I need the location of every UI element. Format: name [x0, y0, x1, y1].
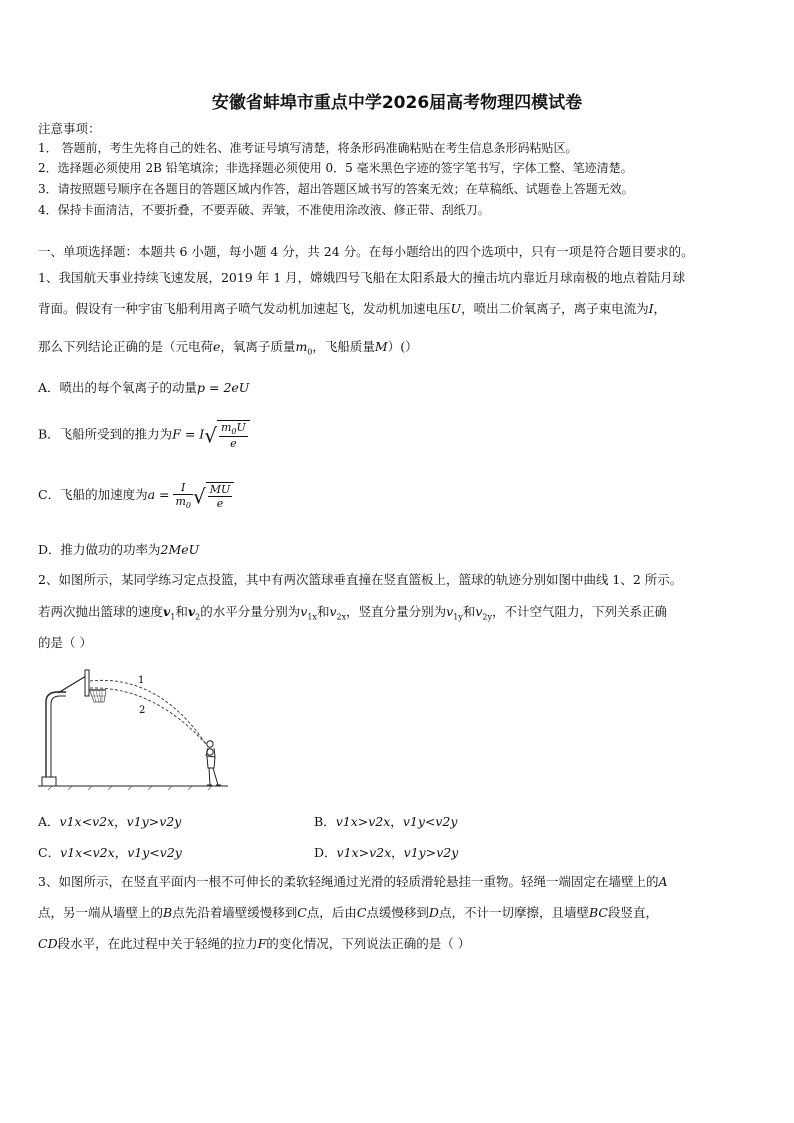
q2-option-a[interactable]: A．v1x<v2x，v1y>v2y	[38, 814, 182, 829]
q1-option-b[interactable]	[38, 420, 250, 450]
q2-text: 的水平分量分别为	[200, 604, 301, 619]
option-relation: v1x<v2x	[60, 845, 115, 860]
denominator: m	[175, 495, 186, 508]
q1-text: ，	[653, 301, 667, 316]
formula: 2MeU	[160, 542, 200, 557]
question-2-line-1: 2、如图所示，某同学练习定点投篮，其中有两次篮球垂直撞在竖直篮板上，篮球的轨迹分别如图中曲线 1、2 所示。	[38, 572, 683, 587]
point-B: B	[163, 905, 173, 920]
sqrt: √ $\frac{MU}{e}$	[193, 482, 234, 510]
q1-text: ，氧离子质量	[220, 339, 296, 354]
symbol-v: v	[475, 604, 483, 619]
q1-text: 那么下列结论正确的是（元电荷	[38, 339, 214, 354]
q1-text: 背面。假设有一种宇宙飞船利用离子喷气发动机加速起飞，发动机加速电压	[38, 301, 451, 316]
trajectory-1	[90, 680, 206, 744]
q2-option-c[interactable]: C．v1x<v2x，v1y<v2y	[38, 845, 182, 860]
q2-text: 和	[462, 604, 476, 619]
option-label: A．	[38, 814, 60, 829]
note-item-1: 1． 答题前，考生先将自己的姓名、准考证号填写清楚，将条形码准确粘贴在考生信息条形码粘贴区。	[38, 141, 578, 155]
option-relation: v1y>v2y	[403, 845, 459, 860]
point-C: C	[297, 905, 307, 920]
subscript: 0	[185, 501, 191, 511]
q2-text: 和	[316, 604, 330, 619]
formula: p = 2eU	[197, 380, 250, 395]
subscript: 1x	[307, 612, 317, 622]
numerator: MU	[209, 482, 231, 496]
subscript: 0	[307, 347, 313, 357]
section-heading: 一、单项选择题：本题共 6 小题，每小题 4 分，共 24 分。在每小题给出的四个选项中，只有一项是符合题目要求的。	[38, 244, 694, 259]
symbol-v: v	[187, 604, 196, 619]
force-F: F	[257, 936, 267, 951]
trajectory-2	[90, 688, 206, 744]
option-label: B．	[314, 814, 336, 829]
question-1-line-2	[38, 300, 768, 318]
subscript: 0	[231, 427, 237, 437]
note-item-3: 3．请按照题号顺序在各题目的答题区域内作答，超出答题区域书写的答案无效；在草稿纸、试题卷上答题无效。	[38, 182, 634, 196]
q3-text: 点缓慢移到	[366, 905, 429, 920]
question-2-line-3: 的是（ ）	[38, 635, 92, 650]
curve-label-1: 1	[138, 675, 145, 686]
formula: F = I	[172, 426, 205, 442]
note-item-4: 4．保持卡面清洁，不要折叠，不要弄破、弄皱，不准使用涂改液、修正带、刮纸刀。	[38, 203, 490, 217]
option-label: C．	[38, 845, 61, 860]
q3-text: 段水平，在此过程中关于轻绳的拉力	[57, 936, 258, 951]
symbol-v: v	[163, 604, 171, 619]
symbol-v: v	[329, 604, 337, 619]
page-title: 安徽省蚌埠市重点中学2026届高考物理四模试卷	[211, 93, 583, 113]
q2-option-d[interactable]: D．v1x>v2x，v1y>v2y	[314, 845, 459, 860]
subscript: 2	[195, 612, 201, 622]
denominator: e	[216, 496, 224, 510]
numerator-tail: U	[236, 421, 246, 434]
numerator: I	[173, 481, 193, 495]
point-D: D	[428, 905, 439, 920]
q2-text: ，竖直分量分别为	[346, 604, 447, 619]
symbol-m: m	[295, 339, 308, 354]
subscript: 1	[170, 612, 176, 622]
option-text: B．飞船所受到的推力为	[38, 426, 173, 442]
symbol-M: M	[374, 339, 388, 354]
symbol-v: v	[300, 604, 308, 619]
q1-text: ，飞船质量	[312, 339, 375, 354]
q2-text: 和	[175, 604, 188, 619]
point-A: A	[658, 874, 668, 889]
fraction	[173, 481, 193, 510]
q2-text: ，不计空气阻力，下列关系正确	[492, 604, 668, 619]
symbol-v: v	[446, 604, 454, 619]
option-relation: v1x>v2x	[336, 845, 392, 860]
option-text: D．推力做功的功率为	[38, 542, 161, 557]
question-3-line-3	[38, 935, 768, 953]
q1-option-a[interactable]	[38, 378, 249, 396]
option-relation: v1x>v2x	[335, 814, 391, 829]
option-relation: v1y<v2y	[402, 814, 458, 829]
subscript: 2x	[336, 612, 347, 622]
point-C: C	[356, 905, 367, 920]
symbol-U: U	[450, 301, 462, 316]
segment-CD: CD	[38, 936, 58, 951]
q1-option-d[interactable]	[38, 540, 199, 558]
denominator: e	[230, 437, 237, 451]
q3-text: 点，后由	[306, 905, 357, 920]
option-relation: v1y<v2y	[127, 845, 182, 860]
symbol-I: I	[648, 301, 654, 316]
q3-text: 点先沿着墙壁缓慢移到	[172, 905, 298, 920]
option-relation: v1y>v2y	[126, 814, 182, 829]
basketball-figure	[38, 664, 238, 794]
notes-heading: 注意事项：	[38, 121, 101, 136]
q3-text: 3、如图所示，在竖直平面内一根不可伸长的柔软轻绳通过光滑的轻质滑轮悬挂一重物。轻绳一端固定在墙壁上的	[38, 874, 659, 889]
q2-text: 若两次抛出篮球的速度	[38, 604, 164, 619]
q2-option-b[interactable]: B．v1x>v2x，v1y<v2y	[314, 814, 458, 829]
q3-text: 段竖直，	[607, 905, 658, 920]
question-2-line-2	[38, 603, 768, 627]
q1-option-c[interactable]	[38, 481, 234, 510]
option-relation: v1x<v2x	[59, 814, 115, 829]
question-3-line-1	[38, 873, 768, 891]
subscript: 1y	[453, 612, 463, 622]
question-3-line-2	[38, 904, 768, 922]
symbol-e: e	[213, 339, 221, 354]
curve-label-2: 2	[139, 705, 146, 716]
segment-BC: BC	[588, 905, 608, 920]
player-figure	[206, 741, 221, 785]
q3-text: 的变化情况，下列说法正确的是（ ）	[266, 936, 471, 951]
question-1-line-3	[38, 338, 768, 362]
formula: a =	[147, 487, 170, 503]
q1-text: ，喷出二价氧离子，离子束电流为	[461, 301, 649, 316]
q3-text: 点，不计一切摩擦，且墙壁	[438, 905, 589, 920]
sqrt: √ $\frac{m_0U}{e}$	[204, 420, 250, 450]
option-text: A．喷出的每个氧离子的动量	[38, 380, 198, 395]
question-1-line-1: 1、我国航天事业持续飞速发展，2019 年 1 月，嫦娥四号飞船在太阳系最大的撞击坑内靠近月球南极的地点着陆月球	[38, 270, 686, 285]
subscript: 2y	[482, 612, 492, 622]
option-label: D．	[314, 845, 337, 860]
note-item-2: 2．选择题必须使用 2B 铅笔填涂；非选择题必须使用 0．5 毫米黑色字迹的签字笔书写，字体工整、笔迹清楚。	[38, 161, 633, 175]
q3-text: 点，另一端从墙壁上的	[38, 905, 164, 920]
q1-text: ）(）	[387, 339, 418, 354]
option-text: C．飞船的加速度为	[38, 487, 148, 503]
ground-hatch	[48, 786, 212, 790]
numerator: m	[220, 421, 232, 434]
